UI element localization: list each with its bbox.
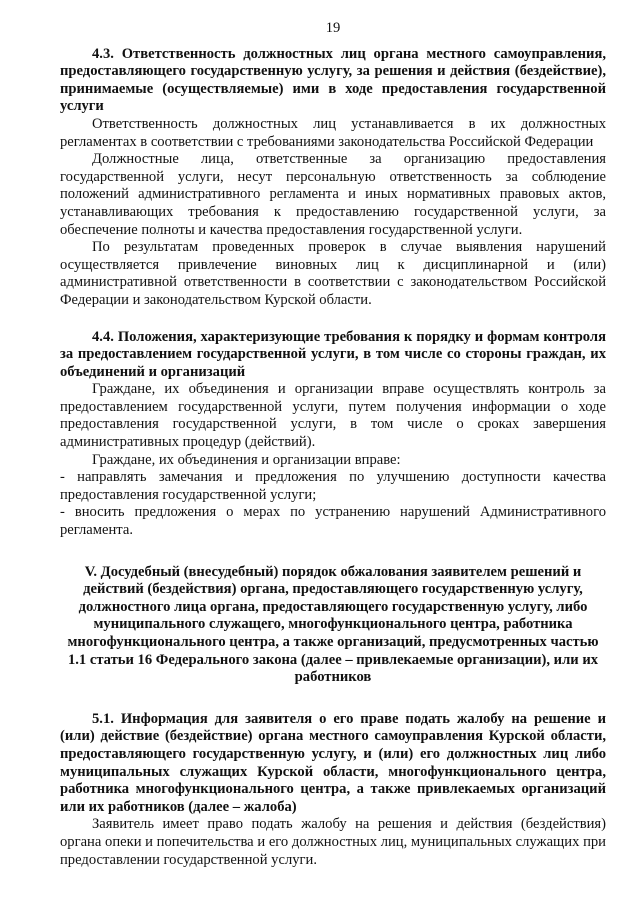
section-5-1 [60, 711, 606, 869]
section-4-3-heading: 4.3. Ответственность должностных лиц органа местного самоуправления, предоставляющего государственную услугу, за решения и действия (бездействие), принимаемые (осуществляемые) ими в ходе предоставления государственной услуги [60, 45, 606, 115]
section-4-4-paragraph-2: Граждане, их объединения и организации вправе: [92, 451, 401, 468]
section-4-4 [60, 329, 606, 540]
section-5 [60, 564, 606, 687]
section-spacer [60, 310, 606, 329]
page-number: 19 [325, 20, 341, 36]
section-4-4-heading: 4.4. Положения, характеризующие требования к порядку и формам контроля за предоставлением государственной услуги, в том числе со стороны граждан, их объединений и организаций [60, 328, 606, 380]
section-5-1-heading: 5.1. Информация для заявителя о его праве подать жалобу на решение и (или) действие (бездействие) органа местного самоуправления Курской области, предоставляющего государственную услугу, и (или) его должностных лиц либо муниципальных служащих Курской области, многофункционального центра, работника многофункционального центра, а также привлекаемых организаций или их работников (далее – жалоба) [60, 710, 606, 815]
section-4-4-list-item-1: - направлять замечания и предложения по улучшению доступности качества предоставления государственной услуги; [60, 469, 606, 503]
section-4-4-list-item-2: - вносить предложения о мерах по устранению нарушений Административного регламента. [60, 504, 606, 539]
section-5-heading: V. Досудебный (внесудебный) порядок обжалования заявителем решений и действий (бездействия) органа, предоставляющего государственную услугу, должностного лица органа, предоставляющего государственную услугу, либо муниципального служащего, многофункционального центра, работника многофункционального центра, а также организаций, предусмотренных частью 1.1 статьи 16 Федерального закона (далее – привлекаемые организации), или их работников [67, 563, 599, 686]
section-4-4-paragraph-1: Граждане, их объединения и организации вправе осуществлять контроль за предоставлением государственной услуги, путем получения информации о ходе предоставления государственной услуги, в том числе о сроках завершения административных процедур (действий). [60, 381, 606, 451]
section-4-3-paragraph-1: Ответственность должностных лиц устанавливается в их должностных регламентах в соответствии с требованиями законодательства Российской Федерации [60, 115, 606, 150]
section-4-3 [60, 46, 606, 310]
document-page [60, 20, 606, 869]
section-spacer [60, 540, 606, 564]
section-4-3-paragraph-3: По результатам проведенных проверок в случае выявления нарушений осуществляется привлечение виновных лиц к дисциплинарной и (или) административной ответственности в соответствии с законодательством Российской Федерации и законодательством Курской области. [60, 239, 606, 308]
section-spacer [60, 687, 606, 711]
section-5-1-paragraph-1: Заявитель имеет право подать жалобу на решения и действия (бездействия) органа опеки и попечительства и его должностных лиц, муниципальных служащих при предоставлении государственной услуги. [60, 816, 606, 868]
section-4-3-paragraph-2: Должностные лица, ответственные за организацию предоставления государственной услуги, несут персональную ответственность за соблюдение положений административного регламента и иных нормативных правовых актов, устанавливающих требования к предоставлению государственной услуги, за обеспечение полноты и качества предоставления государственной услуги. [60, 151, 606, 238]
